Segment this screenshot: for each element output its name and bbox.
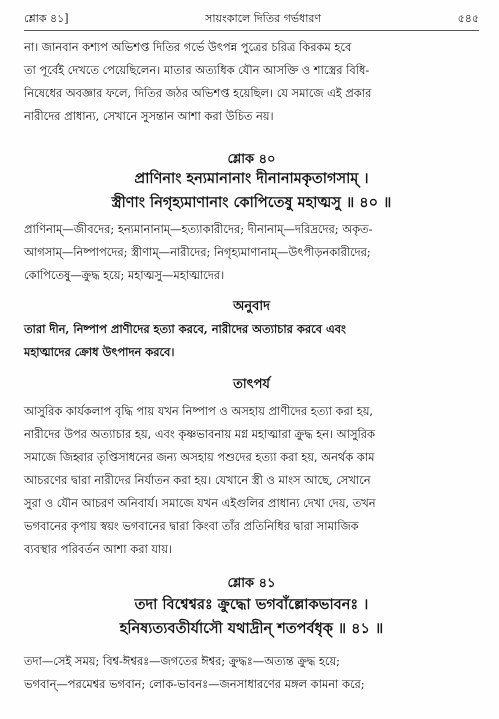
verse-line: প্রাণিনাং হন্যমানানাং দীনানামকৃতাগসাম্ । [134, 170, 369, 187]
verse-line: হনিষ্যত্যবতীর্যাসৌ যথাদ্রীন্ শতপর্বধৃক্ ॥ ৪১ ॥ [119, 620, 384, 637]
translation-line: তারা দীন, নিষ্পাপ প্রাণীদের হত্যা করবে, নারীদের অত্যাচার করবে এবং [24, 322, 346, 336]
header-verse-ref: শ্লোক ৪১] [24, 11, 69, 25]
synonym-line: আগসাম্—নিষ্পাপদের; স্ত্রীণাম্—নারীদের; নিগৃহ্যমাণানাম্—উৎপীড়নকারীদের; [24, 245, 371, 259]
intro-paragraph [24, 36, 479, 128]
verse-41-heading: শ্লোক ৪১ [227, 576, 276, 591]
purport-line: আচরণের দ্বারা নারীদের নির্যাতন করা হয়। যেখানে স্ত্রী ও মাংস আছে, সেখানে [24, 473, 371, 487]
verse-40-text [24, 167, 479, 215]
translation-line: মহাত্মাদের ক্রোধ উৎপাদন করবে। [24, 345, 175, 359]
purport-line: সুরা ও যৌন আচরণ অনিবার্য। সমাজে যখন এইগুলির প্রাধান্য দেখা দেয়, তখন [24, 496, 376, 510]
purport-line: ব্যবস্থার পরিবর্তন আশা করা যায়। [24, 542, 173, 556]
verse-line: তদা বিশ্বেশ্বরঃ ক্রুদ্ধো ভগবাঁল্লোকভাবনঃ । [134, 596, 369, 613]
synonym-line: প্রাণিনাম্—জীবদের; হন্যমানানাম্—হত্যাকারীদের; দীনানাম্—দরিদ্রদের; অকৃত- [24, 222, 373, 236]
purport-line: আসুরিক কার্যকলাপ বৃদ্ধি পায় যখন নিষ্পাপ ও অসহায় প্রাণীদের হত্যা করা হয়, [24, 404, 374, 418]
purport-line: নারীদের উপর অত্যাচার হয়, এবং কৃষ্ণভাবনায় মগ্ন মহাত্মারা ক্রুদ্ধ হন। আসুরিক [24, 427, 375, 441]
synonym-line: ভগবান্—পরমেশ্বর ভগবান; লোক-ভাবনঃ—জনসাধারণের মঙ্গল কামনা করে; [24, 677, 365, 691]
purport-heading: তাৎপর্য [233, 377, 270, 392]
translation-heading: অনুবাদ [233, 299, 270, 314]
translation-text [24, 318, 479, 364]
text-line: নারীদের প্রাধান্য, সেখানে সুসন্তান আশা করা উচিত নয়। [24, 109, 274, 123]
purport-line: সমাজে জিহ্বার তৃপ্তিসাধনের জন্য অসহায় পশুদের হত্যা করা হয়, অনর্থক কাম [24, 450, 375, 464]
synonym-line: কোপিতেষু—ক্রুদ্ধ হয়ে; মহাত্মসু—মহাত্মাদের। [24, 268, 225, 282]
verse-41-synonyms [24, 650, 479, 696]
text-line: তা পূর্বেই দেখতে পেয়েছিলেন। মাতার অত্যধিক যৌন আসক্তি ও শাস্ত্রের বিধি- [24, 63, 370, 77]
page-number: ৫৪৫ [457, 11, 479, 25]
purport-text [24, 400, 479, 561]
chapter-title: সায়ংকালে দিতির গর্ভধারণ [205, 11, 322, 25]
verse-41-text [24, 593, 479, 641]
text-line: না। জানবান কশ্যপ অভিশপ্ত দিতির গর্ভে উৎপন্ন পুত্রের চরিত্র কিরকম হবে [24, 40, 352, 54]
verse-40-heading: শ্লোক ৪০ [227, 152, 276, 167]
verse-line: স্ত্রীণাং নিগৃহ্যমাণানাং কোপিতেষু মহাত্মসু ॥ ৪০ ॥ [111, 194, 392, 211]
page-header [24, 8, 479, 31]
synonym-line: তদা—সেই সময়; বিশ্ব-ঈশ্বরঃ—জগতের ঈশ্বর; ক্রুদ্ধঃ—অত্যন্ত ক্রুদ্ধ হয়ে; [24, 654, 341, 668]
text-line: নিষেধের অবজ্ঞার ফলে, দিতির জঠর অভিশপ্ত হয়েছিল। যে সমাজে এই প্রকার [24, 86, 372, 100]
purport-line: ভগবানের কৃপায় স্বয়ং ভগবানের দ্বারা কিংবা তাঁর প্রতিনিধির দ্বারা সামাজিক [24, 519, 359, 533]
verse-40-synonyms [24, 218, 479, 287]
